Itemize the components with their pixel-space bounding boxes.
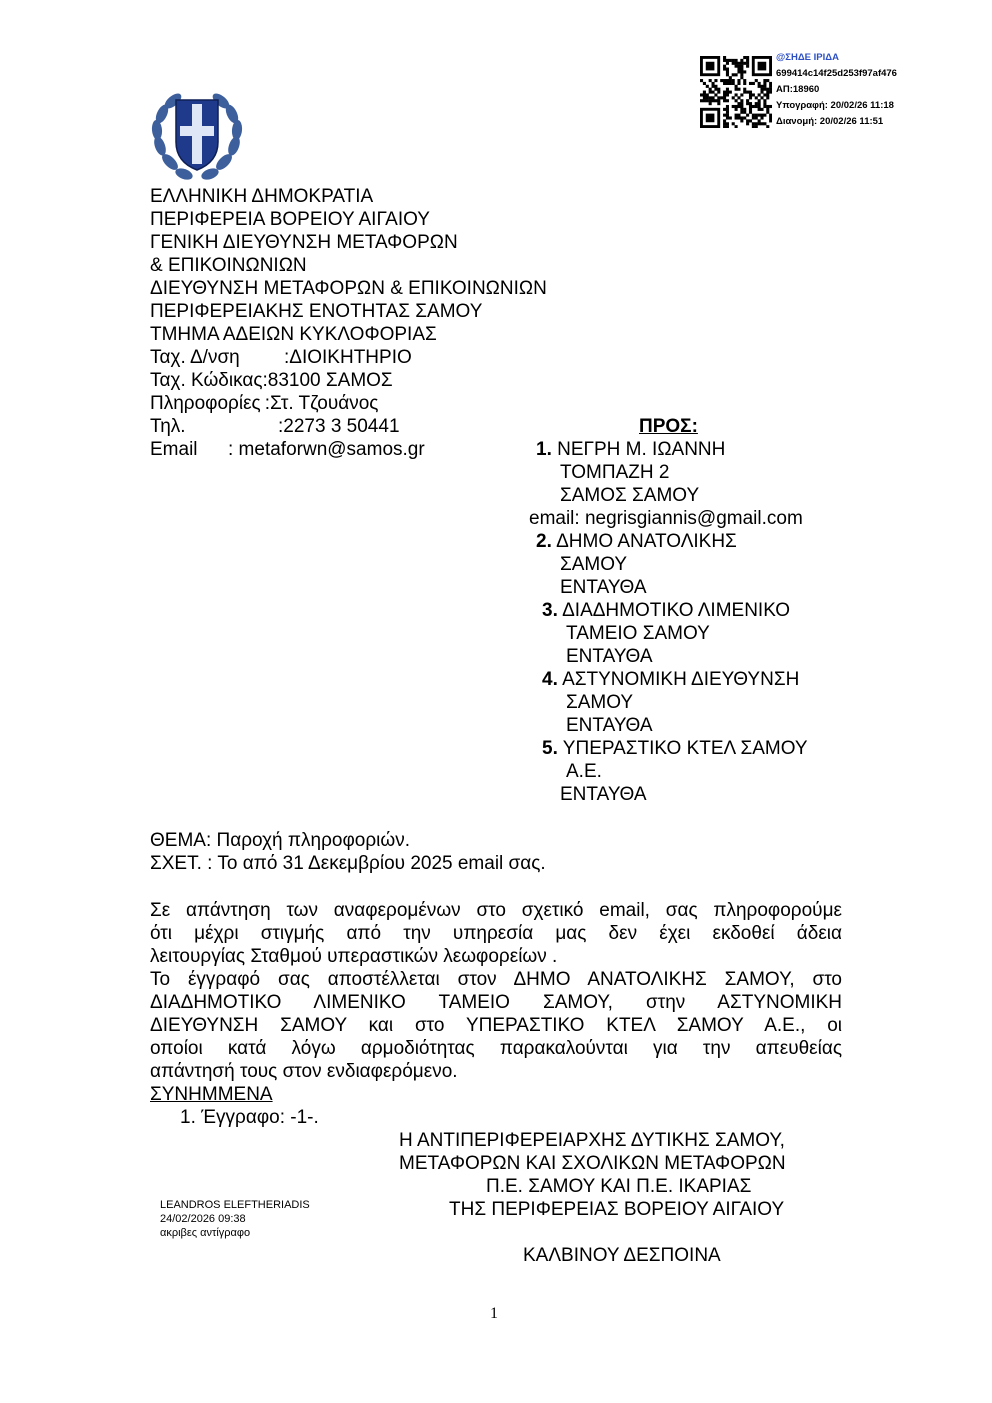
- recipient-line: ΕΝΤΑΥΘΑ: [566, 715, 653, 736]
- header-line: ΤΜΗΜΑ ΑΔΕΙΩΝ ΚΥΚΛΟΦΟΡΙΑΣ: [150, 324, 437, 345]
- body-line: απάντησή τους στον ενδιαφερόμενο.: [150, 1061, 458, 1082]
- recipient-line: [542, 668, 799, 691]
- body-line: ΔΙΕΥΘΥΝΣΗ ΣΑΜΟΥ και στο ΥΠΕΡΑΣΤΙΚΟ ΚΤΕΛ ΣΑΜΟΥ Α.Ε., οι: [150, 1015, 842, 1036]
- recipient-line: [542, 737, 808, 760]
- certifier-name: LEANDROS ELEFTHERIADIS: [160, 1199, 310, 1211]
- attachment-item: 1. Έγγραφο: -1-.: [180, 1107, 319, 1128]
- reference-line: ΣΧΕΤ. : Το από 31 Δεκεμβρίου 2025 email σας.: [150, 853, 546, 874]
- signatory-name: ΚΑΛΒΙΝΟΥ ΔΕΣΠΟΙΝΑ: [523, 1245, 721, 1266]
- recipient-5: [542, 737, 808, 806]
- recipient-number: 2.: [536, 531, 552, 552]
- certification-note: ακριβες αντίγραφο: [160, 1227, 251, 1239]
- recipient-name: ΝΕΓΡΗ Μ. ΙΩΑΝΝΗ: [557, 439, 726, 460]
- stamp-signed: Υπογραφή: 20/02/26 11:18: [776, 100, 894, 111]
- recipient-line: Α.Ε.: [566, 761, 602, 782]
- body-line: ότι μέχρι στιγμής από την υπηρεσία μας δεν έχει εκδοθεί άδεια: [150, 923, 842, 944]
- recipient-line: ΤΑΜΕΙΟ ΣΑΜΟΥ: [566, 623, 710, 644]
- contact-label: Πληροφορίες: [150, 393, 261, 414]
- recipient-2: [536, 530, 737, 599]
- header-line: ΕΛΛΗΝΙΚΗ ΔΗΜΟΚΡΑΤΙΑ: [150, 186, 374, 207]
- recipient-line: ΕΝΤΑΥΘΑ: [560, 784, 647, 805]
- body-line: οποίοι κατά λόγω αρμοδιότητας παρακαλούνται για την απευθείας: [150, 1038, 842, 1059]
- recipient-line: ΤΟΜΠΑΖΗ 2: [560, 462, 670, 483]
- issuer-header: [150, 185, 547, 346]
- recipient-name: ΔΙΑΔΗΜΟΤΙΚΟ ΛΙΜΕΝΙΚΟ: [562, 600, 791, 621]
- header-line: ΔΙΕΥΘΥΝΣΗ ΜΕΤΑΦΟΡΩΝ & ΕΠΙΚΟΙΝΩΝΙΩΝ: [150, 278, 547, 299]
- recipient-number: 4.: [542, 669, 558, 690]
- recipient-number: 5.: [542, 738, 558, 759]
- recipient-line: ΣΑΜΟΥ: [560, 554, 628, 575]
- contact-value: :83100 ΣΑΜΟΣ: [262, 370, 393, 391]
- contact-value: :Στ. Τζουάνος: [264, 393, 379, 414]
- stamp-hash: 699414c14f25d253f97af476: [776, 68, 897, 79]
- body-line: Σε απάντηση των αναφερομένων στο σχετικό email, σας πληροφορούμε: [150, 900, 842, 921]
- attachments-heading: ΣΥΝΗΜΜΕΝΑ: [150, 1084, 273, 1105]
- header-line: & ΕΠΙΚΟΙΝΩΝΙΩΝ: [150, 255, 307, 276]
- certification-block: [160, 1198, 310, 1240]
- contact-value: :2273 3 50441: [278, 416, 400, 437]
- stamp-distributed: Διανομή: 20/02/26 11:51: [776, 116, 884, 127]
- certification-date: 24/02/2026 09:38: [160, 1213, 246, 1225]
- greek-emblem-icon: [148, 86, 246, 184]
- page-number: 1: [490, 1305, 498, 1322]
- recipient-name: ΔΗΜΟ ΑΝΑΤΟΛΙΚΗΣ: [556, 531, 737, 552]
- body-line: Το έγγραφό σας αποστέλλεται στον ΔΗΜΟ ΑΝΑΤΟΛΙΚΗΣ ΣΑΜΟΥ, στο: [150, 969, 842, 990]
- subject-line: ΘΕΜΑ: Παροχή πληροφοριών.: [150, 830, 410, 851]
- contact-row: [150, 346, 425, 369]
- recipient-name: ΥΠΕΡΑΣΤΙΚΟ ΚΤΕΛ ΣΑΜΟΥ: [562, 738, 808, 759]
- recipients-heading: ΠΡΟΣ:: [639, 416, 698, 437]
- header-line: ΓΕΝΙΚΗ ΔΙΕΥΘΥΝΣΗ ΜΕΤΑΦΟΡΩΝ: [150, 232, 458, 253]
- contact-label: Τηλ.: [150, 416, 186, 437]
- signatory-line: Η ΑΝΤΙΠΕΡΙΦΕΡΕΙΑΡΧΗΣ ΔΥΤΙΚΗΣ ΣΑΜΟΥ,: [399, 1130, 785, 1151]
- qr-code-icon: [700, 56, 772, 128]
- contact-label: Ταχ. Δ/νση: [150, 347, 240, 368]
- contact-label: Ταχ. Κώδικας: [150, 370, 263, 391]
- recipient-line: ΕΝΤΑΥΘΑ: [560, 577, 647, 598]
- recipient-3: [542, 599, 790, 668]
- contact-value: : metaforwn@samos.gr: [228, 439, 425, 460]
- recipient-number: 1.: [536, 439, 552, 460]
- contact-row: [150, 415, 425, 438]
- recipient-line: ΣΑΜΟΣ ΣΑΜΟΥ: [560, 485, 700, 506]
- signatory-line: ΜΕΤΑΦΟΡΩΝ ΚΑΙ ΣΧΟΛΙΚΩΝ ΜΕΤΑΦΟΡΩΝ: [399, 1153, 786, 1174]
- contact-label: Email: [150, 439, 198, 460]
- recipient-4: [542, 668, 799, 737]
- recipient-line: [536, 438, 725, 461]
- stamp-protocol: ΑΠ:18960: [776, 84, 820, 95]
- recipient-line: ΕΝΤΑΥΘΑ: [566, 646, 653, 667]
- contact-row: [150, 438, 425, 461]
- recipient-line: [536, 530, 737, 553]
- body-line: λειτουργίας Σταθμού υπεραστικών λεωφορείων .: [150, 946, 558, 967]
- body-line: ΔΙΑΔΗΜΟΤΙΚΟ ΛΙΜΕΝΙΚΟ ΤΑΜΕΙΟ ΣΑΜΟΥ, στην ΑΣΤΥΝΟΜΙΚΗ: [150, 992, 842, 1013]
- recipient-number: 3.: [542, 600, 558, 621]
- body-paragraph-1: [150, 899, 842, 968]
- contact-value: :ΔΙΟΙΚΗΤΗΡΙΟ: [284, 347, 412, 368]
- recipient-name: ΑΣΤΥΝΟΜΙΚΗ ΔΙΕΥΘΥΝΣΗ: [562, 669, 800, 690]
- contact-row: [150, 392, 425, 415]
- signatory-line: Π.Ε. ΣΑΜΟΥ ΚΑΙ Π.Ε. ΙΚΑΡΙΑΣ: [486, 1176, 752, 1197]
- iris-stamp: [776, 50, 897, 130]
- signatory-line: ΤΗΣ ΠΕΡΙΦΕΡΕΙΑΣ ΒΟΡΕΙΟΥ ΑΙΓΑΙΟΥ: [449, 1199, 785, 1220]
- recipient-line: [542, 599, 790, 622]
- stamp-system: @ΣΗΔΕ ΙΡΙΔΑ: [776, 52, 839, 63]
- body-paragraph-2: [150, 968, 842, 1083]
- contact-row: [150, 369, 425, 392]
- header-line: ΠΕΡΙΦΕΡΕΙΑ ΒΟΡΕΙΟΥ ΑΙΓΑΙΟΥ: [150, 209, 430, 230]
- header-line: ΠΕΡΙΦΕΡΕΙΑΚΗΣ ΕΝΟΤΗΤΑΣ ΣΑΜΟΥ: [150, 301, 483, 322]
- recipient-email: email: negrisgiannis@gmail.com: [529, 508, 803, 529]
- contact-block: [150, 346, 425, 461]
- recipient-1: [536, 438, 725, 507]
- recipient-line: ΣΑΜΟΥ: [566, 692, 634, 713]
